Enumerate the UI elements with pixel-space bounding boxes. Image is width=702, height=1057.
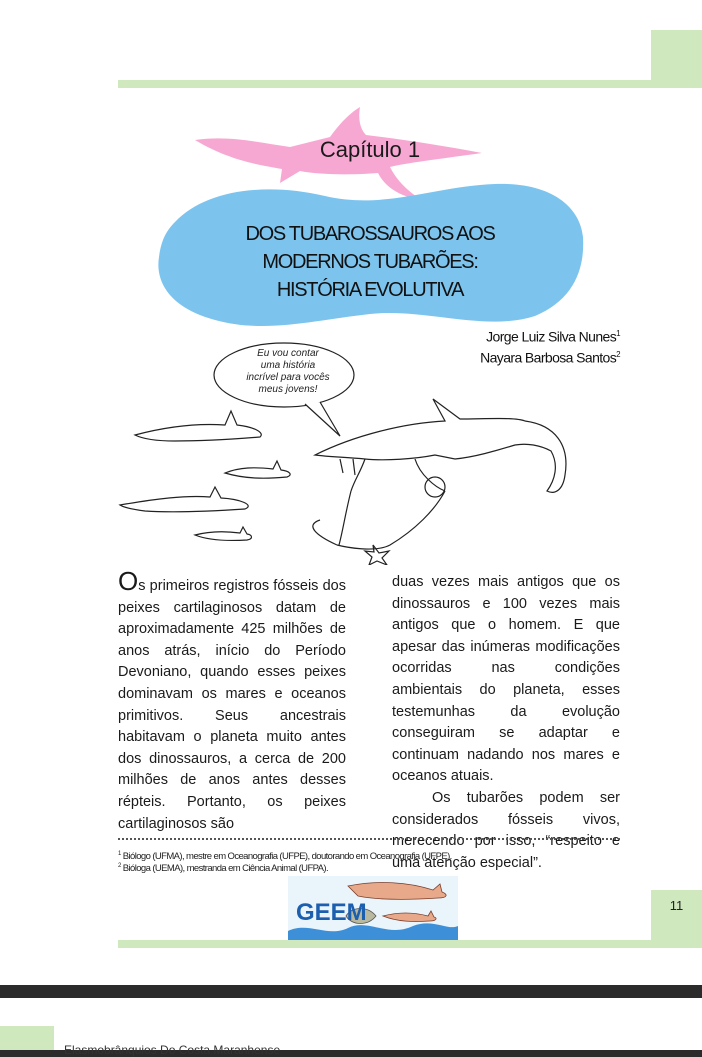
old-shark-with-cane [313,399,566,549]
page-number: 11 [669,898,684,913]
geem-logo [288,876,458,948]
footnote-ref: 1 [616,329,620,338]
chapter-title [190,220,550,304]
footnote-mark: 2 [118,863,121,869]
starfish [365,545,389,565]
paragraph: duas vezes mais antigos que os dinossauros e 100 vezes mais antigos que o homem. E que apesar das inúmeras modificações ocorridas nas condições ambientais do planeta, esses testemunhas da evolução conseguiram se adaptar e continuam nadando nos mares e oceanos atuais. [392,574,620,785]
young-shark-2 [225,461,290,478]
young-shark-4 [195,527,252,540]
next-page-tab [0,1026,54,1050]
chapter-label: Capítulo 1 [319,137,421,162]
speech-bubble-text [232,348,344,396]
title-line: HISTÓRIA EVOLUTIVA [276,279,464,301]
sharks-line-illustration [115,395,585,565]
footnote-ref: 2 [616,349,620,359]
title-line: DOS TUBAROSSAUROS AOS [245,223,495,245]
speech-line: Eu vou contar [257,348,319,359]
young-shark-3 [120,487,248,512]
paragraph-text: s primeiros registros fósseis dos peixes cartilaginosos datam de aproximadamente 425 milhões de anos atrás, início do Período Devoniano, quando esses peixes dominavam os mares e oceanos primitivos. Seus ancestrais habitavam o planeta muito antes dos dinossauros, a cerca de 200 milhões de anos antes desses répteis. Portanto, os peixes cartilaginosos são [118,578,346,832]
text-column-left [118,566,346,835]
author-name: Nayara Barbosa Santos [480,349,617,366]
paragraph: Os tubarões podem ser considerados fósseis vivos, merecendo por isso, “respeito e uma atenção especial”. [392,789,620,871]
header-tab [651,30,702,86]
author-name: Jorge Luiz Silva Nunes [486,328,617,345]
dropcap: O [118,566,139,596]
title-line: MODERNOS TUBARÕES: [262,251,478,273]
footnote-mark: 1 [118,851,121,857]
speech-line: meus jovens! [258,384,318,395]
footnote-separator [118,838,620,844]
footnote [118,851,452,862]
author-line [420,346,620,367]
footnote-text: Biólogo (UFMA), mestre em Oceanografia (UFPE), doutorando em Oceanografia (UFPE). [122,851,452,863]
next-page-header: Elasmobrânquios Do Costa Maranhense [64,1043,281,1057]
header-rule [118,80,702,88]
footnote-text: Bióloga (UEMA), mestranda em Ciência Animal (UFPA). [122,863,329,875]
paragraph [118,566,346,835]
footer-rule [118,940,702,948]
young-shark-1 [135,411,261,441]
authors [420,325,620,366]
logo-text: GEEM [296,899,367,926]
speech-line: incrível para vocês [246,372,330,383]
footnote [118,863,328,874]
author-line [420,325,620,346]
speech-line: uma história [260,360,316,371]
text-column-right [392,572,620,874]
